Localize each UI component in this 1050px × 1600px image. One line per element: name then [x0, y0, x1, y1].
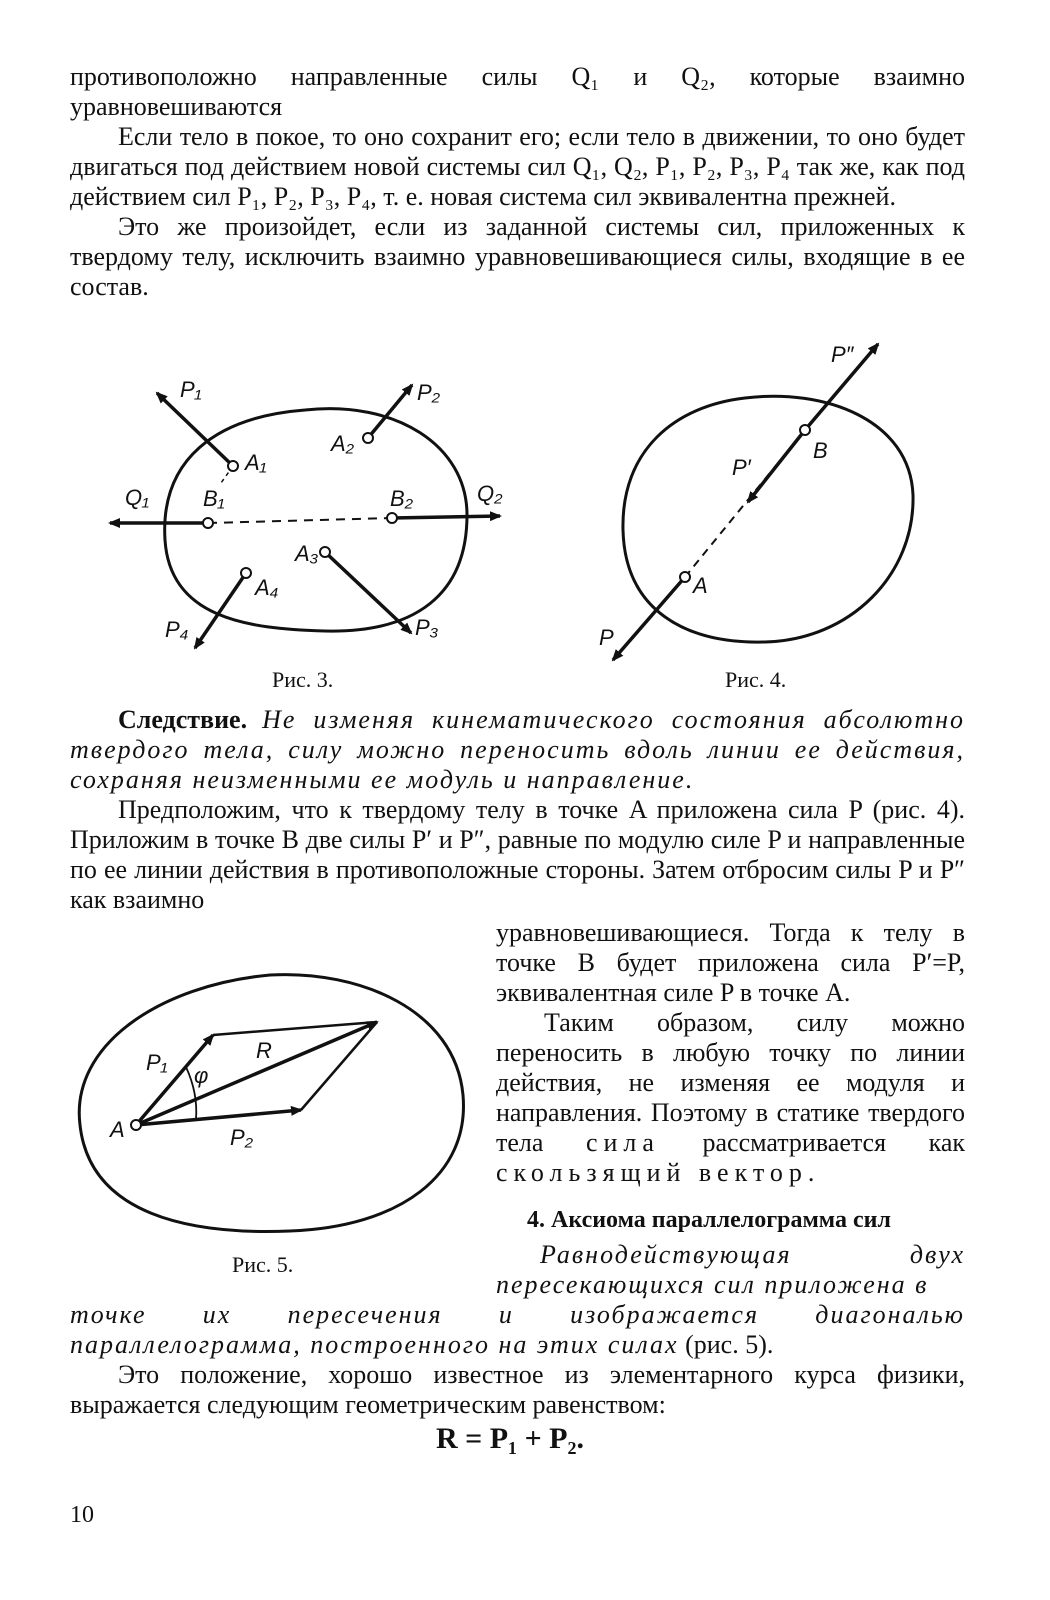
paragraph-6: Это положение, хорошо известное из элементарного курса физики, выражается следующим геометрическим равенством: [70, 1360, 965, 1419]
paragraph-4-continued: уравновешивающиеся. Тогда к телу в точке B будет приложена сила P′=P, эквивалентная силе P в точке A. [496, 918, 965, 1007]
label-p-double-prime: P″ [831, 342, 854, 367]
force-p2-arrow [136, 1110, 301, 1125]
label-p2: P₂ [230, 1125, 254, 1150]
axiom-rest-text: точке их пересечения и изображается диагональю параллелограмма, построенного на этих силах [70, 1300, 965, 1359]
label-a4: A₄ [255, 575, 279, 600]
body-outline [79, 975, 463, 1232]
figure-5 [70, 955, 490, 1245]
label-a: A [693, 573, 708, 598]
caption-fig-4: Рис. 4. [725, 667, 787, 692]
body-outline [623, 396, 913, 642]
corollary [70, 705, 965, 795]
force-p-prime-arrow [748, 430, 805, 502]
label-a1: A₁ [245, 450, 267, 475]
label-q2: Q₂ [477, 481, 503, 506]
label-p2: P₂ [417, 380, 441, 405]
label-p-prime: P′ [732, 455, 751, 480]
figure-3 [95, 365, 515, 665]
force-p-arrow [613, 577, 685, 660]
axiom-continued [70, 1300, 965, 1420]
force-p1-arrow [157, 393, 233, 466]
middle-text [70, 705, 965, 915]
paragraph-5-start: Таким образом, силу можно переносить в любую точку по линии действия, не изменяя ее модуля и направления. Поэтому в статике твердого тела [496, 1008, 965, 1157]
label-b: B [813, 438, 828, 463]
force-p4-arrow [195, 573, 246, 648]
formula: R = P₁ + P₂. [436, 1422, 584, 1455]
axiom-rest [70, 1300, 965, 1360]
paragraph-5 [496, 1008, 965, 1188]
corollary-lead: Следствие. [118, 705, 248, 734]
section-heading: 4. Аксиома параллелограмма сил [527, 1207, 891, 1233]
label-p1: P₁ [146, 1050, 168, 1075]
axiom-ref: (рис. 5). [685, 1330, 774, 1359]
term-sliding-vector: скользящий вектор. [496, 1158, 821, 1187]
label-p4: P₄ [165, 617, 189, 642]
label-b2: B₂ [390, 486, 414, 511]
label-p1: P₁ [180, 377, 202, 402]
corollary-text: Не изменяя кинематического состояния абсолютно твердого тела, силу можно переносить вдоль линии ее действия, сохраняя неизменными ее модуль и направление. [70, 705, 965, 794]
axiom-first-lines: Равнодействующая двух пересекающихся сил приложена в [496, 1240, 965, 1299]
force-p3-arrow [325, 552, 411, 633]
label-a2: A₂ [331, 431, 355, 456]
label-a3: A₃ [295, 541, 319, 566]
paragraph-2: Если тело в покое, то оно сохранит его; если тело в движении, то оно будет двигаться под действием новой системы сил Q₁, Q₂, P₁, P₂, P₃, P₄ так же, как под действием сил P₁, P₂, P₃, P₄, т. е. новая система сил эквивалентна прежней. [70, 122, 965, 211]
caption-fig-3: Рис. 3. [272, 667, 334, 692]
label-b1: B₁ [203, 486, 225, 511]
term-force: сила [585, 1128, 660, 1157]
page-number: 10 [70, 1502, 94, 1528]
label-p3: P₃ [415, 615, 439, 640]
right-column-text [496, 918, 965, 1188]
paragraph-5-mid: рассматривается как [702, 1128, 965, 1157]
label-phi: φ [194, 1063, 209, 1088]
top-text [70, 62, 965, 302]
paragraph-4: Предположим, что к твердому телу в точке A приложена сила P (рис. 4). Приложим в точке B две силы P′ и P″, равные по модулю силе P и направленные по ее линии действия в противоположные стороны. Затем отбросим силы P и P″ как взаимно [70, 795, 965, 914]
force-p2-arrow [368, 385, 412, 438]
paragraph-1: противоположно направленные силы Q₁ и Q₂, которые взаимно уравновешиваются [70, 62, 965, 121]
label-r: R [256, 1038, 272, 1063]
paragraph-3: Это же произойдет, если из заданной системы сил, приложенных к твердому телу, исключить взаимно уравновешивающиеся силы, входящие в ее состав. [70, 212, 965, 301]
label-q1: Q₁ [125, 485, 150, 510]
caption-fig-5: Рис. 5. [232, 1252, 294, 1277]
label-p: P [599, 625, 614, 650]
figure-4 [595, 340, 925, 670]
label-a: A [110, 1117, 125, 1142]
axiom-block [496, 1240, 965, 1300]
force-q2-arrow [392, 516, 500, 518]
